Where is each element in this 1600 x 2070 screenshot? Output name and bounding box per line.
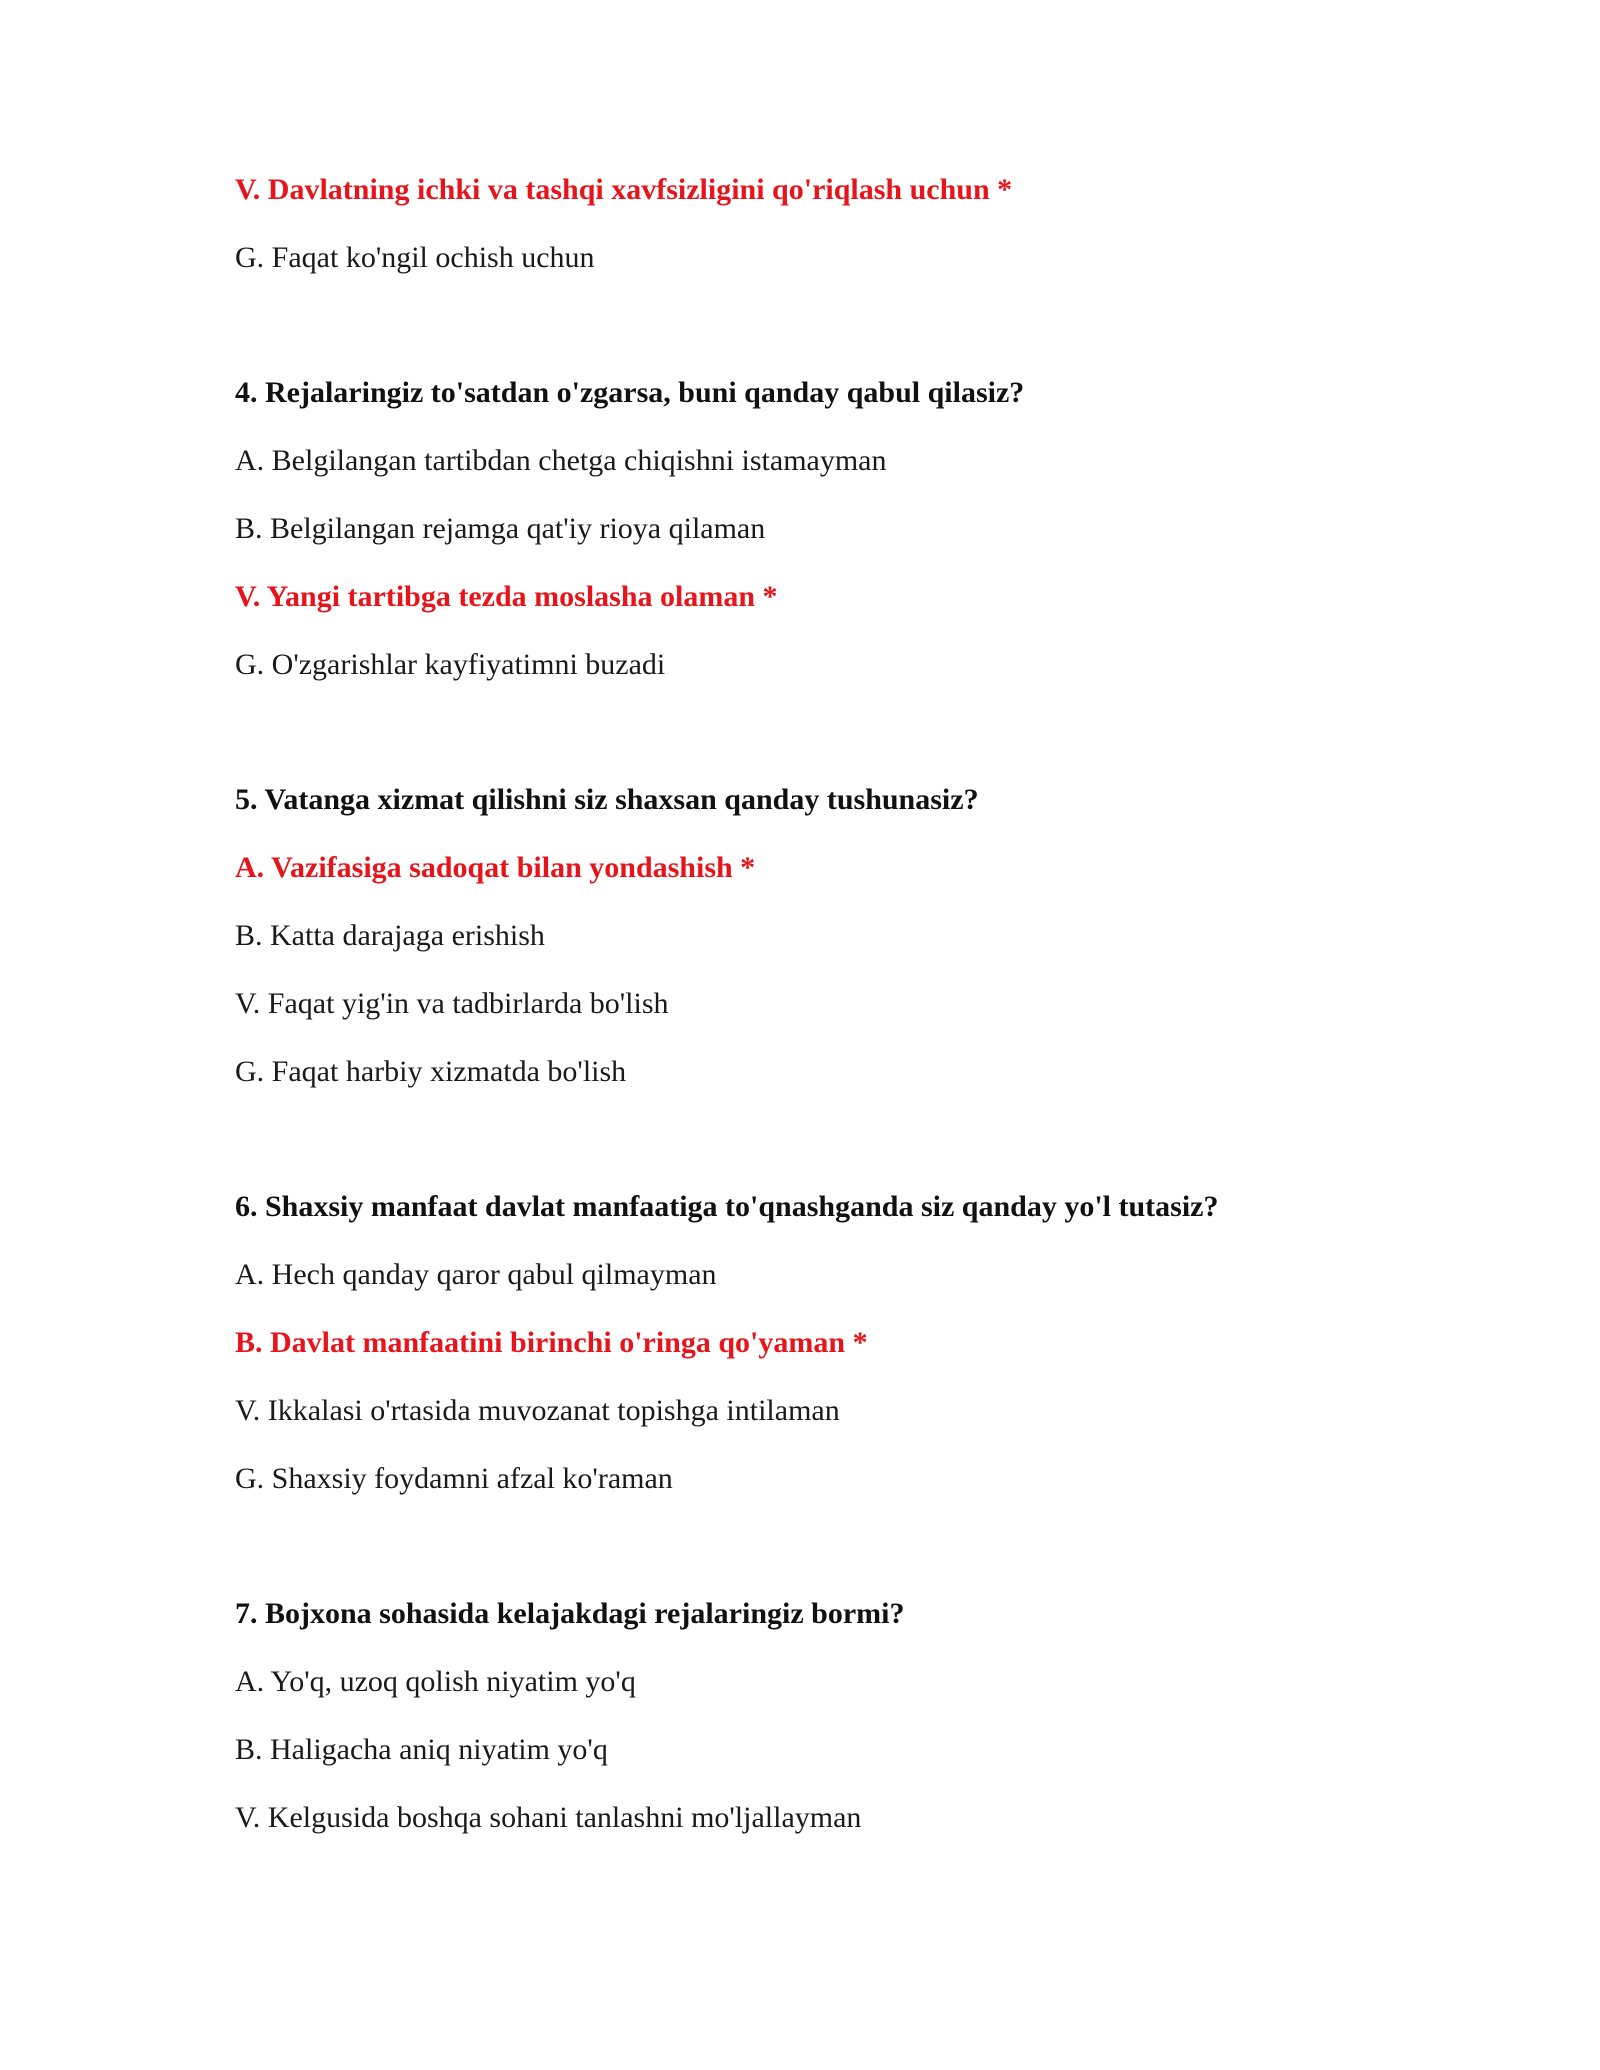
answer-option-correct: B. Davlat manfaatini birinchi o'ringa qo'yaman * — [235, 1326, 868, 1359]
question-title: 5. Vatanga xizmat qilishni siz shaxsan qanday tushunasiz? — [235, 783, 979, 816]
answer-option: B. Haligacha aniq niyatim yo'q — [235, 1733, 608, 1766]
question-title: 7. Bojxona sohasida kelajakdagi rejalaringiz bormi? — [235, 1597, 905, 1630]
answer-option-correct: V. Yangi tartibga tezda moslasha olaman * — [235, 580, 778, 613]
question-3-continuation — [235, 170, 1435, 278]
question-7 — [235, 1594, 1435, 1838]
answer-option: G. Shaxsiy foydamni afzal ko'raman — [235, 1462, 673, 1495]
answer-option: A. Yo'q, uzoq qolish niyatim yo'q — [235, 1665, 636, 1698]
question-title: 4. Rejalaringiz to'satdan o'zgarsa, buni qanday qabul qilasiz? — [235, 376, 1025, 409]
answer-option: V. Ikkalasi o'rtasida muvozanat topishga intilaman — [235, 1394, 840, 1427]
answer-option-correct: A. Vazifasiga sadoqat bilan yondashish * — [235, 851, 756, 884]
answer-option: A. Belgilangan tartibdan chetga chiqishni istamayman — [235, 444, 887, 477]
answer-option: V. Kelgusida boshqa sohani tanlashni mo'ljallayman — [235, 1801, 862, 1834]
question-5 — [235, 780, 1435, 1092]
spacer — [235, 713, 1435, 780]
answer-option: G. Faqat harbiy xizmatda bo'lish — [235, 1055, 627, 1088]
document-page — [235, 170, 1435, 1866]
answer-option: B. Belgilangan rejamga qat'iy rioya qilaman — [235, 512, 766, 545]
answer-option-correct: V. Davlatning ichki va tashqi xavfsizligini qo'riqlash uchun * — [235, 173, 1013, 206]
answer-option: G. O'zgarishlar kayfiyatimni buzadi — [235, 648, 666, 681]
spacer — [235, 306, 1435, 373]
spacer — [235, 1120, 1435, 1187]
spacer — [235, 1527, 1435, 1594]
answer-option: V. Faqat yig'in va tadbirlarda bo'lish — [235, 987, 669, 1020]
question-title: 6. Shaxsiy manfaat davlat manfaatiga to'qnashganda siz qanday yo'l tutasiz? — [235, 1190, 1219, 1223]
question-4 — [235, 373, 1435, 685]
answer-option: A. Hech qanday qaror qabul qilmayman — [235, 1258, 717, 1291]
question-6 — [235, 1187, 1435, 1499]
answer-option: B. Katta darajaga erishish — [235, 919, 545, 952]
answer-option: G. Faqat ko'ngil ochish uchun — [235, 241, 595, 274]
